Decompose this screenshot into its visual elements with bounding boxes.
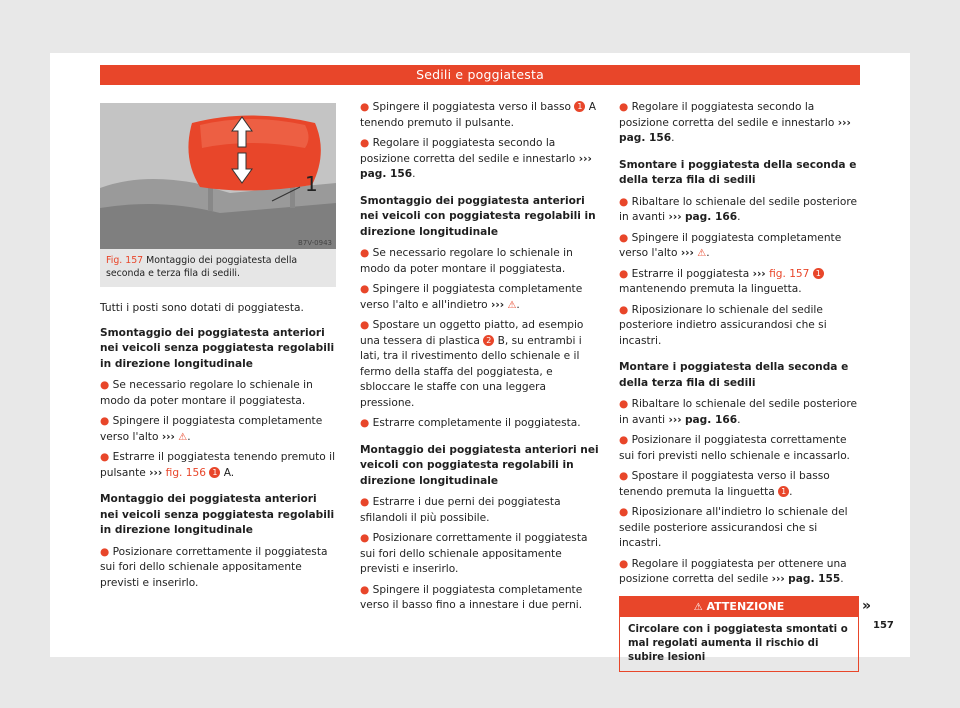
bullet: ● Ribaltare lo schienale del sedile posteriore in avanti ››› pag. 166. — [619, 398, 857, 426]
bullet: ● Regolare il poggiatesta per ottenere una posizione corretta del sedile ››› pag. 155. — [619, 557, 847, 585]
bullet-dot: ● — [619, 231, 632, 244]
bullet: ● Regolare il poggiatesta secondo la posizione corretta del sedile e innestarlo ››› pag. 156. — [360, 137, 592, 180]
bullet-dot: ● — [360, 532, 373, 544]
figure-link[interactable]: fig. 156 — [165, 466, 206, 479]
page-link[interactable]: pag. 166 — [684, 211, 738, 223]
headrest-illustration — [100, 103, 336, 249]
bullet: ● Spingere il poggiatesta verso il basso 1 A tenendo premuto il pulsante. — [360, 101, 597, 129]
heading-smontaggio-con: Smontaggio dei poggiatesta anteriori nei veicoli con poggiatesta regolabili in direzione longitudinale — [360, 194, 596, 238]
bullet-dot: ● — [619, 267, 632, 280]
heading-smontaggio-senza: Smontaggio dei poggiatesta anteriori nei veicoli senza poggiatesta regolabili in direzione longitudinale — [100, 326, 335, 370]
bullet: ● Spingere il poggiatesta completamente verso l'alto ››› ⚠. — [100, 415, 323, 443]
attention-title: ATTENZIONE — [706, 599, 785, 613]
bullet: ● Posizionare il poggiatesta correttamente sui fori previsti nello schienale e incassarlo. — [619, 434, 850, 462]
callout-number: 2 — [483, 335, 494, 346]
bullet-dot: ● — [360, 101, 373, 113]
callout-number: 1 — [813, 268, 824, 279]
intro-text: Tutti i posti sono dotati di poggiatesta. — [100, 302, 304, 314]
warning-icon: ⚠ — [697, 248, 707, 259]
bullet: ● Estrarre i due perni dei poggiatesta sfilandoli il più possibile. — [360, 496, 561, 524]
bullet: ● Spostare il poggiatesta verso il basso tenendo premuta la linguetta 1 . — [619, 470, 830, 498]
figure-label: Fig. 157 — [106, 255, 144, 266]
warning-icon: ⚠ — [507, 299, 517, 311]
bullet-dot: ● — [100, 379, 113, 391]
callout-1: 1 — [305, 172, 318, 196]
figure-caption — [100, 249, 336, 287]
column-2 — [360, 100, 600, 619]
bullet: ● Riposizionare all'indietro lo schienale del sedile posteriore assicurandosi che si incastri. — [619, 506, 848, 549]
bullet: ● Estrarre il poggiatesta tenendo premuto il pulsante ››› fig. 156 1 A. — [100, 451, 336, 479]
bullet-dot: ● — [100, 415, 113, 427]
bullet-dot: ● — [100, 451, 113, 463]
bullet-dot: ● — [619, 470, 632, 482]
page-link[interactable]: pag. 155 — [788, 573, 841, 585]
bullet: ● Spostare un oggetto piatto, ad esempio una tessera di plastica 2 B, su entrambi i lati, tra il rivestimento dello schienale e il fermo della staffa del poggiatesta, e sbloccare le staffe con una leggera pressione. — [360, 319, 584, 409]
page-link[interactable]: pag. 166 — [684, 413, 738, 426]
continue-mark: » — [862, 598, 872, 614]
heading-montaggio-senza: Montaggio dei poggiatesta anteriori nei veicoli senza poggiatesta regolabili in direzione longitudinale — [100, 493, 335, 536]
bullet-dot: ● — [360, 496, 373, 508]
figure-caption-text: Montaggio dei poggiatesta della seconda e terza fila di sedili. — [106, 255, 298, 279]
heading-montaggio-con: Montaggio dei poggiatesta anteriori nei veicoli con poggiatesta regolabili in direzione longitudinale — [360, 443, 599, 487]
bullet-dot: ● — [360, 283, 373, 295]
figure-code: B7V-0943 — [298, 239, 332, 247]
bullet-dot: ● — [619, 506, 632, 518]
bullet-dot: ● — [619, 195, 632, 208]
page-link[interactable]: pag. 156 — [619, 132, 672, 144]
callout-number: 1 — [778, 486, 789, 497]
bullet-dot: ● — [619, 557, 632, 570]
bullet-dot: ● — [360, 137, 373, 149]
page-link[interactable]: pag. 156 — [360, 168, 413, 180]
callout-number: 1 — [209, 467, 220, 478]
bullet: ● Spingere il poggiatesta completamente verso il basso fino a innestare i due perni. — [360, 583, 583, 611]
bullet: ● Regolare il poggiatesta secondo la posizione corretta del sedile e innestarlo ››› pag. 156. — [619, 101, 851, 144]
bullet: ● Spingere il poggiatesta completamente verso l'alto ››› ⚠. — [619, 231, 842, 259]
bullet-dot: ● — [360, 583, 373, 596]
warning-icon: ⚠ — [178, 431, 188, 443]
figure-link[interactable]: fig. 157 — [769, 267, 810, 280]
bullet-dot: ● — [619, 434, 632, 446]
callout-number: 1 — [574, 101, 585, 112]
bullet: ● Estrarre completamente il poggiatesta. — [360, 417, 581, 429]
bullet-dot: ● — [619, 101, 632, 113]
bullet: ● Posizionare correttamente il poggiatesta sui fori dello schienale appositamente previsti e inserirlo. — [360, 532, 588, 575]
bullet: ● Riposizionare lo schienale del sedile posteriore indietro assicurandosi che si incastri. — [619, 303, 827, 347]
bullet-dot: ● — [100, 545, 113, 558]
bullet-dot: ● — [360, 247, 373, 259]
attention-header — [620, 597, 858, 617]
heading-montare-seconda-terza: Montare i poggiatesta della seconda e della terza fila di sedili — [619, 361, 849, 389]
bullet: ● Posizionare correttamente il poggiatesta sui fori dello schienale appositamente previsti e inserirlo. — [100, 545, 328, 589]
attention-box — [619, 596, 859, 672]
bullet-dot: ● — [360, 417, 373, 429]
bullet: ● Estrarre il poggiatesta ››› fig. 157 1 mantenendo premuta la linguetta. — [619, 267, 859, 298]
column-3 — [619, 100, 859, 672]
bullet: ● Ribaltare lo schienale del sedile posteriore in avanti ››› pag. 166. — [619, 195, 857, 223]
attention-text: Circolare con i poggiatesta smontati o mal regolati aumenta il rischio di subire lesioni — [628, 623, 848, 663]
bullet: ● Se necessario regolare lo schienale in modo da poter montare il poggiatesta. — [360, 247, 573, 275]
bullet-dot: ● — [360, 319, 373, 331]
headrest-figure — [100, 103, 336, 249]
column-1 — [100, 103, 336, 596]
bullet: ● Se necessario regolare lo schienale in modo da poter montare il poggiatesta. — [100, 379, 313, 407]
bullet-dot: ● — [619, 303, 632, 316]
heading-smontare-seconda-terza: Smontare i poggiatesta della seconda e della terza fila di sedili — [619, 158, 857, 186]
bullet-dot: ● — [619, 398, 632, 410]
bullet: ● Spingere il poggiatesta completamente verso l'alto e all'indietro ››› ⚠. — [360, 283, 583, 311]
section-header: Sedili e poggiatesta — [100, 65, 860, 85]
warning-icon: ⚠ — [693, 601, 703, 613]
page-number: 157 — [873, 620, 894, 631]
